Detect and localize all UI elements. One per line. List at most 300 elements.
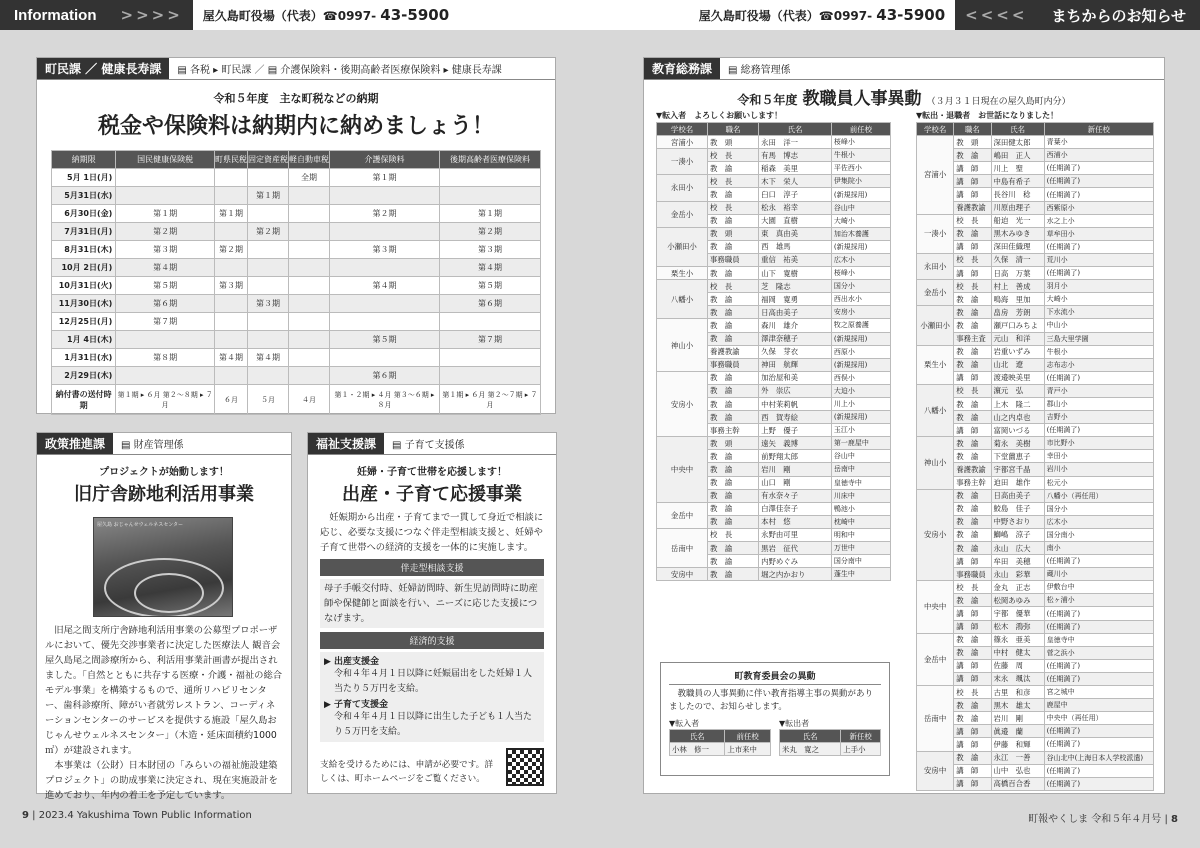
table-cell: 明和中 bbox=[831, 528, 890, 541]
table-cell: 下堂薗恵子 bbox=[991, 450, 1044, 463]
table-cell: 澤津奈穂子 bbox=[759, 332, 832, 345]
table-cell: 教 諭 bbox=[954, 437, 991, 450]
table-cell bbox=[248, 367, 289, 385]
table-cell: 幸田小 bbox=[1044, 450, 1153, 463]
table-cell: 教 諭 bbox=[708, 240, 759, 253]
table-cell: 末永 颯汰 bbox=[991, 672, 1044, 685]
table-cell: (任期満了) bbox=[1044, 240, 1153, 253]
table-cell: 第３期 bbox=[248, 295, 289, 313]
table-cell: 講 師 bbox=[954, 371, 991, 384]
school-cell: 永田小 bbox=[657, 175, 708, 201]
table-row bbox=[917, 384, 1154, 397]
table-row bbox=[917, 437, 1154, 450]
table-cell: 教 諭 bbox=[954, 502, 991, 515]
school-cell: 神山小 bbox=[917, 437, 954, 489]
table-row bbox=[657, 568, 891, 581]
table-cell: 第５期 bbox=[330, 331, 440, 349]
table-cell: 志布志小 bbox=[1044, 358, 1153, 371]
table-cell bbox=[215, 367, 248, 385]
welfare-intro: 妊娠期から出産・子育てまで一貫して身近で相談に応じ、必要な支援につなぐ伴走型相談支援と、妊婦や子育て世帯への経済的支援を一体的に実施します。 bbox=[320, 512, 544, 553]
table-cell: 宇都宮千晶 bbox=[991, 463, 1044, 476]
table-cell: 校 長 bbox=[954, 280, 991, 293]
table-cell: 教 諭 bbox=[708, 502, 759, 515]
column-header: 職名 bbox=[954, 123, 991, 136]
table-cell: 加治屋和美 bbox=[759, 371, 832, 384]
school-cell: 安房小 bbox=[657, 371, 708, 436]
table-cell: 桜峰小 bbox=[831, 267, 890, 280]
table-cell: 第３期 bbox=[439, 241, 540, 259]
transfer-in-label: ▼転入者 よろしくお願いします！ bbox=[656, 111, 783, 120]
table-cell bbox=[330, 187, 440, 205]
table-cell: 鹿屋中 bbox=[1044, 699, 1153, 712]
table-cell: 中山小 bbox=[1044, 319, 1153, 332]
table-cell: 教 諭 bbox=[708, 568, 759, 581]
column-header: 氏名 bbox=[991, 123, 1044, 136]
table-row bbox=[657, 267, 891, 280]
table-cell: 第１期 bbox=[330, 169, 440, 187]
table-cell bbox=[116, 169, 215, 187]
consult-text: 母子手帳交付時、妊婦訪問時、新生児訪問時に助産師や保健師と面談を行い、ニーズに応じた支援につなげます。 bbox=[320, 579, 544, 628]
column-header: 軽自動車税 bbox=[289, 151, 330, 169]
table-cell: 1月 4日(木) bbox=[52, 331, 116, 349]
table-cell: 教 諭 bbox=[708, 542, 759, 555]
table-cell: 西 賀寿絵 bbox=[759, 411, 832, 424]
table-cell: 講 師 bbox=[954, 672, 991, 685]
table-cell bbox=[439, 367, 540, 385]
table-cell: 福岡 寛勇 bbox=[759, 293, 832, 306]
transfer-in-table bbox=[656, 122, 891, 581]
board-out-table: 氏名 新任校 米丸 寛之 上手小 bbox=[779, 729, 881, 756]
table-row bbox=[52, 169, 541, 187]
table-cell: 西浦小 bbox=[1044, 149, 1153, 162]
table-row bbox=[52, 277, 541, 295]
table-cell: 重信 祐美 bbox=[759, 253, 832, 266]
birth-support-title: ▶ 出産支援金 bbox=[324, 657, 380, 667]
table-cell: 教 頭 bbox=[708, 136, 759, 149]
table-cell: 宮之城中 bbox=[1044, 686, 1153, 699]
table-cell: 長谷川 稔 bbox=[991, 188, 1044, 201]
table-cell: 外 崇広 bbox=[759, 384, 832, 397]
table-cell: 皇徳寺中 bbox=[831, 476, 890, 489]
table-cell: 教 諭 bbox=[708, 489, 759, 502]
table-cell: 広木小 bbox=[831, 253, 890, 266]
table-cell: 全期 bbox=[289, 169, 330, 187]
school-cell: 安房中 bbox=[657, 568, 708, 581]
table-cell: 高橋百合香 bbox=[991, 777, 1044, 790]
table-cell: 講 師 bbox=[954, 659, 991, 672]
table-cell bbox=[289, 295, 330, 313]
table-row bbox=[52, 367, 541, 385]
table-cell: 教 諭 bbox=[954, 306, 991, 319]
table-cell: 国分小 bbox=[831, 280, 890, 293]
table-cell: 第５期 bbox=[116, 277, 215, 295]
table-cell: 牛根小 bbox=[1044, 345, 1153, 358]
table-cell: 校 長 bbox=[954, 686, 991, 699]
arrows-left: >>>> bbox=[111, 0, 193, 30]
table-cell: 松ヶ浦小 bbox=[1044, 594, 1153, 607]
policy-section bbox=[36, 432, 292, 801]
table-cell: 教 諭 bbox=[954, 397, 991, 410]
table-row bbox=[917, 306, 1154, 319]
table-cell: 教 諭 bbox=[708, 162, 759, 175]
table-cell: 永田 洋一 bbox=[759, 136, 832, 149]
column-header: 学校名 bbox=[917, 123, 954, 136]
table-cell: 西紫原小 bbox=[1044, 201, 1153, 214]
table-cell: 加治木養護 bbox=[831, 227, 890, 240]
table-cell: 教 諭 bbox=[708, 555, 759, 568]
table-row bbox=[917, 253, 1154, 266]
notice-tag: まちからのお知らせ bbox=[1037, 0, 1200, 30]
table-cell: 第一鹿屋中 bbox=[831, 437, 890, 450]
table-cell: (任期満了) bbox=[1044, 175, 1153, 188]
table-cell: 森川 雄介 bbox=[759, 319, 832, 332]
table-cell: 谷山北中(上海日本人学校派遣) bbox=[1044, 751, 1153, 764]
table-cell: 嶋田 正人 bbox=[991, 149, 1044, 162]
table-cell: 第４期 bbox=[330, 277, 440, 295]
table-cell: 中央中（再任用） bbox=[1044, 712, 1153, 725]
table-cell: 迫田 雄作 bbox=[991, 476, 1044, 489]
table-cell: 教 諭 bbox=[954, 594, 991, 607]
table-cell: (新規採用) bbox=[831, 411, 890, 424]
table-cell: 鴨池小 bbox=[831, 502, 890, 515]
table-cell bbox=[439, 187, 540, 205]
table-cell: ６月 bbox=[215, 385, 248, 415]
table-cell: 吉野小 bbox=[1044, 411, 1153, 424]
table-row bbox=[917, 345, 1154, 358]
table-row bbox=[917, 751, 1154, 764]
table-row bbox=[917, 280, 1154, 293]
table-cell: 第４期 bbox=[439, 259, 540, 277]
column-header: 介護保険料 bbox=[330, 151, 440, 169]
table-cell: 教 諭 bbox=[954, 633, 991, 646]
consult-support-bar: 伴走型相談支援 bbox=[320, 559, 544, 576]
table-cell bbox=[215, 187, 248, 205]
table-row bbox=[657, 371, 891, 384]
board-in-label: ▼転入者 bbox=[669, 719, 700, 728]
table-cell: 5月31日(水) bbox=[52, 187, 116, 205]
column-header: 氏名 bbox=[759, 123, 832, 136]
table-cell: 松永 裕幸 bbox=[759, 201, 832, 214]
table-cell: (任期満了) bbox=[1044, 764, 1153, 777]
sub-label: ▤ 子育て支援係 bbox=[392, 440, 465, 451]
table-cell: 伊敷台中 bbox=[1044, 581, 1153, 594]
school-cell: 小瀬田小 bbox=[657, 227, 708, 266]
table-row bbox=[52, 187, 541, 205]
table-cell bbox=[116, 187, 215, 205]
table-cell bbox=[248, 277, 289, 295]
policy-body-2: 本事業は（公財）日本財団の「みらいの福祉施設建築プロジェクト」の助成事業に決定され、現在実施設計を進めており、年内の着工を予定しています。 bbox=[45, 760, 278, 801]
table-cell bbox=[330, 259, 440, 277]
table-cell: (新規採用) bbox=[831, 188, 890, 201]
table-cell: 10月31日(火) bbox=[52, 277, 116, 295]
table-cell: 岩川 剛 bbox=[759, 463, 832, 476]
table-cell: 教 諭 bbox=[708, 267, 759, 280]
board-title: 町教育委員会の異動 bbox=[669, 667, 881, 685]
policy-kicker: プロジェクトが始動します！ bbox=[99, 467, 229, 478]
table-cell: 永江 一善 bbox=[991, 751, 1044, 764]
table-cell: (任期満了) bbox=[1044, 424, 1153, 437]
table-cell: 教 諭 bbox=[954, 515, 991, 528]
school-cell: 安房中 bbox=[917, 751, 954, 790]
table-cell: 講 師 bbox=[954, 777, 991, 790]
table-cell: 教 諭 bbox=[708, 463, 759, 476]
table-cell: 東 真由美 bbox=[759, 227, 832, 240]
table-cell: 12月25日(月) bbox=[52, 313, 116, 331]
table-cell: 第２期 bbox=[215, 241, 248, 259]
table-cell: 中村 健太 bbox=[991, 646, 1044, 659]
edu-headline: 令和５年度 教職員人事異動 （３月３１日現在の屋久島町内分） bbox=[737, 89, 1071, 109]
table-cell: 7月31日(月) bbox=[52, 223, 116, 241]
table-cell: 第７期 bbox=[116, 313, 215, 331]
table-cell: 教 諭 bbox=[954, 227, 991, 240]
table-cell: 久保 芽衣 bbox=[759, 345, 832, 358]
school-cell: 八幡小 bbox=[917, 384, 954, 436]
table-cell bbox=[116, 331, 215, 349]
qr-code-icon[interactable] bbox=[506, 748, 544, 786]
table-cell: 稲森 美里 bbox=[759, 162, 832, 175]
table-cell: 金丸 正志 bbox=[991, 581, 1044, 594]
table-row bbox=[657, 502, 891, 515]
school-cell: 金岳小 bbox=[917, 280, 954, 306]
tax-headline: 税金や保険料は納期内に納めましょう！ bbox=[97, 114, 494, 139]
table-cell: 有馬 博志 bbox=[759, 149, 832, 162]
table-cell: (任期満了) bbox=[1044, 555, 1153, 568]
table-cell: 本村 悠 bbox=[759, 515, 832, 528]
birth-support-body: 令和４年４月１日以降に妊娠届出をした妊婦１人当たり５万円を支給。 bbox=[334, 669, 533, 694]
table-cell: 5月 1日(月) bbox=[52, 169, 116, 187]
table-row bbox=[52, 385, 541, 415]
table-cell: 教 諭 bbox=[954, 712, 991, 725]
table-cell: 講 師 bbox=[954, 188, 991, 201]
table-cell: 第１期 bbox=[116, 205, 215, 223]
table-cell: (新規採用) bbox=[831, 358, 890, 371]
table-cell: 第６期 bbox=[439, 295, 540, 313]
dept-label: 教育総務課 bbox=[644, 58, 720, 79]
table-cell: 市比野小 bbox=[1044, 437, 1153, 450]
table-cell bbox=[289, 331, 330, 349]
table-cell: 船迫 光一 bbox=[991, 214, 1044, 227]
table-cell: 岳南中 bbox=[831, 463, 890, 476]
column-header: 納期限 bbox=[52, 151, 116, 169]
table-cell: 中野さおり bbox=[991, 515, 1044, 528]
board-out-label: ▼転出者 bbox=[779, 719, 810, 728]
footer-right: 町報やくしま 令和５年４月号 | 8 bbox=[1028, 814, 1178, 825]
school-cell: 八幡小 bbox=[657, 280, 708, 319]
table-cell: 第４期 bbox=[116, 259, 215, 277]
table-cell: 教 諭 bbox=[708, 476, 759, 489]
table-cell bbox=[289, 223, 330, 241]
table-cell: 第２期 bbox=[116, 223, 215, 241]
table-cell: 教 諭 bbox=[708, 450, 759, 463]
table-cell: 6月30日(金) bbox=[52, 205, 116, 223]
table-cell: 教 諭 bbox=[954, 751, 991, 764]
school-cell: 栗生小 bbox=[917, 345, 954, 384]
table-cell: 永山 広大 bbox=[991, 542, 1044, 555]
table-cell: 講 師 bbox=[954, 240, 991, 253]
table-cell: (任期満了) bbox=[1044, 672, 1153, 685]
table-cell bbox=[289, 259, 330, 277]
table-cell: 水之上小 bbox=[1044, 214, 1153, 227]
table-cell bbox=[330, 295, 440, 313]
school-cell: 栗生小 bbox=[657, 267, 708, 280]
child-support-title: ▶ 子育て支援金 bbox=[324, 700, 389, 710]
application-note: 支給を受けるためには、申請が必要です。詳しくは、町ホームページをご覧ください。 bbox=[320, 760, 494, 784]
school-cell: 永田小 bbox=[917, 253, 954, 279]
table-cell bbox=[439, 313, 540, 331]
table-cell bbox=[248, 169, 289, 187]
table-cell: 前野翔太郎 bbox=[759, 450, 832, 463]
table-cell bbox=[289, 205, 330, 223]
table-cell: 講 師 bbox=[954, 555, 991, 568]
table-cell: 大崎小 bbox=[831, 214, 890, 227]
table-cell: 教 諭 bbox=[954, 411, 991, 424]
table-cell: 川上 聖 bbox=[991, 162, 1044, 175]
table-cell bbox=[248, 241, 289, 259]
table-cell: 牟田 美穂 bbox=[991, 555, 1044, 568]
table-cell: 伊藤 和輝 bbox=[991, 738, 1044, 751]
table-cell: 郡山小 bbox=[1044, 397, 1153, 410]
table-cell: 岩川小 bbox=[1044, 463, 1153, 476]
column-header: 前任校 bbox=[831, 123, 890, 136]
table-cell: 西出水小 bbox=[831, 293, 890, 306]
phone-number: 43-5900 bbox=[380, 6, 450, 24]
table-cell: 宇都 優華 bbox=[991, 607, 1044, 620]
table-cell: 西 雄馬 bbox=[759, 240, 832, 253]
office-contact-right: 屋久島町役場（代表）☎0997- 43-5900 bbox=[698, 6, 946, 24]
facility-rendering-image bbox=[93, 517, 233, 617]
table-cell: 伊集院小 bbox=[831, 175, 890, 188]
table-cell: 山之内卓也 bbox=[991, 411, 1044, 424]
table-cell: 鰤嶋 涼子 bbox=[991, 528, 1044, 541]
table-cell: 永山 彩華 bbox=[991, 568, 1044, 581]
table-cell: 教 諭 bbox=[708, 371, 759, 384]
table-cell bbox=[289, 187, 330, 205]
table-cell: 篠永 亜美 bbox=[991, 633, 1044, 646]
table-row bbox=[52, 241, 541, 259]
table-row bbox=[52, 295, 541, 313]
school-cell: 金岳中 bbox=[917, 633, 954, 685]
table-cell: 黒岩 征代 bbox=[759, 542, 832, 555]
table-cell: 岩重いずみ bbox=[991, 345, 1044, 358]
table-cell: 臼口 淳子 bbox=[759, 188, 832, 201]
column-header: 職名 bbox=[708, 123, 759, 136]
table-cell: 1月31日(水) bbox=[52, 349, 116, 367]
table-cell: 西原小 bbox=[831, 345, 890, 358]
table-cell: 校 長 bbox=[708, 280, 759, 293]
table-cell bbox=[248, 313, 289, 331]
table-cell: 第１期 bbox=[248, 187, 289, 205]
info-tag: Information bbox=[0, 0, 111, 30]
table-cell: 大迫小 bbox=[831, 384, 890, 397]
school-cell: 安房小 bbox=[917, 489, 954, 581]
table-cell: 教 諭 bbox=[708, 306, 759, 319]
dept-label: 町民課 ／ 健康長寿課 bbox=[37, 58, 169, 79]
table-cell: (任期満了) bbox=[1044, 267, 1153, 280]
table-cell: 日高由美子 bbox=[991, 489, 1044, 502]
table-cell bbox=[289, 349, 330, 367]
table-row bbox=[52, 331, 541, 349]
table-cell bbox=[439, 169, 540, 187]
column-header: 新任校 bbox=[1044, 123, 1153, 136]
photo-caption: 屋久島 おじゃんせウェルネスセンター bbox=[97, 522, 184, 528]
table-cell: 山口 剛 bbox=[759, 476, 832, 489]
table-cell: 牧之原養護 bbox=[831, 319, 890, 332]
table-cell: 講 師 bbox=[954, 162, 991, 175]
table-cell: 第１期 ▸ ６月 第２～８期 ▸ ７月 bbox=[116, 385, 215, 415]
table-cell: 第３期 bbox=[116, 241, 215, 259]
table-cell: 教 諭 bbox=[954, 646, 991, 659]
welfare-headline: 出産・子育て応援事業 bbox=[342, 484, 522, 505]
table-cell bbox=[215, 169, 248, 187]
table-row bbox=[917, 136, 1154, 149]
table-cell: 木下 栄人 bbox=[759, 175, 832, 188]
table-cell: 渡邉映美里 bbox=[991, 371, 1044, 384]
table-cell: 校 長 bbox=[708, 528, 759, 541]
table-cell: 国分小 bbox=[1044, 502, 1153, 515]
table-cell: 講 師 bbox=[954, 764, 991, 777]
table-row bbox=[917, 489, 1154, 502]
table-cell bbox=[289, 241, 330, 259]
table-cell bbox=[215, 223, 248, 241]
table-cell: 羽月小 bbox=[1044, 280, 1153, 293]
right-header bbox=[600, 0, 1200, 30]
welfare-section bbox=[307, 432, 557, 794]
table-cell: ４月 bbox=[289, 385, 330, 415]
table-cell: 校 長 bbox=[708, 175, 759, 188]
education-section bbox=[643, 57, 1165, 794]
table-cell: 事務主査 bbox=[954, 332, 991, 345]
table-row bbox=[917, 581, 1154, 594]
table-cell: 第４期 bbox=[248, 349, 289, 367]
column-header: 固定資産税 bbox=[248, 151, 289, 169]
table-cell: 教 諭 bbox=[708, 214, 759, 227]
table-cell: 松岡あゆみ bbox=[991, 594, 1044, 607]
table-row bbox=[657, 175, 891, 188]
table-cell: 遠矢 義博 bbox=[759, 437, 832, 450]
table-cell: 元山 和洋 bbox=[991, 332, 1044, 345]
table-cell: 川原由理子 bbox=[991, 201, 1044, 214]
office-contact-left: 屋久島町役場（代表）☎0997- 43-5900 bbox=[202, 6, 450, 24]
table-cell: 枕崎中 bbox=[831, 515, 890, 528]
table-cell bbox=[215, 313, 248, 331]
welfare-kicker: 妊婦・子育て世帯を応援します！ bbox=[357, 467, 507, 478]
table-cell: 荒川小 bbox=[1044, 253, 1153, 266]
table-cell: 第３期 bbox=[330, 241, 440, 259]
table-cell: 白澤佳奈子 bbox=[759, 502, 832, 515]
table-cell: 広木小 bbox=[1044, 515, 1153, 528]
sub-label: ▤ 財産管理係 bbox=[121, 440, 184, 451]
table-cell: 教 諭 bbox=[954, 699, 991, 712]
table-cell: 納付書の送付時期 bbox=[52, 385, 116, 415]
transfer-out-label: ▼転出・退職者 お世話になりました！ bbox=[916, 111, 1059, 120]
table-cell: 中島有希子 bbox=[991, 175, 1044, 188]
table-cell: (任期満了) bbox=[1044, 371, 1153, 384]
board-body: 教職員の人事異動に伴い教育指導主事の異動がありましたので、お知らせします。 bbox=[669, 689, 874, 712]
table-cell: 山中 弘也 bbox=[991, 764, 1044, 777]
table-cell: 校 長 bbox=[954, 214, 991, 227]
table-cell: 校 長 bbox=[954, 581, 991, 594]
table-cell: 事務主幹 bbox=[954, 476, 991, 489]
economic-support-bar: 経済的支援 bbox=[320, 632, 544, 649]
table-cell bbox=[248, 259, 289, 277]
table-cell: 黒木みゆき bbox=[991, 227, 1044, 240]
table-cell: (任期満了) bbox=[1044, 725, 1153, 738]
table-cell: 校 長 bbox=[708, 201, 759, 214]
table-cell: 第１期 ▸ ６月 第２～７期 ▸ ７月 bbox=[439, 385, 540, 415]
sub-label: ▤ 総務管理係 bbox=[728, 65, 791, 76]
table-cell: 三島大里学園 bbox=[1044, 332, 1153, 345]
table-cell: 有水奈々子 bbox=[759, 489, 832, 502]
